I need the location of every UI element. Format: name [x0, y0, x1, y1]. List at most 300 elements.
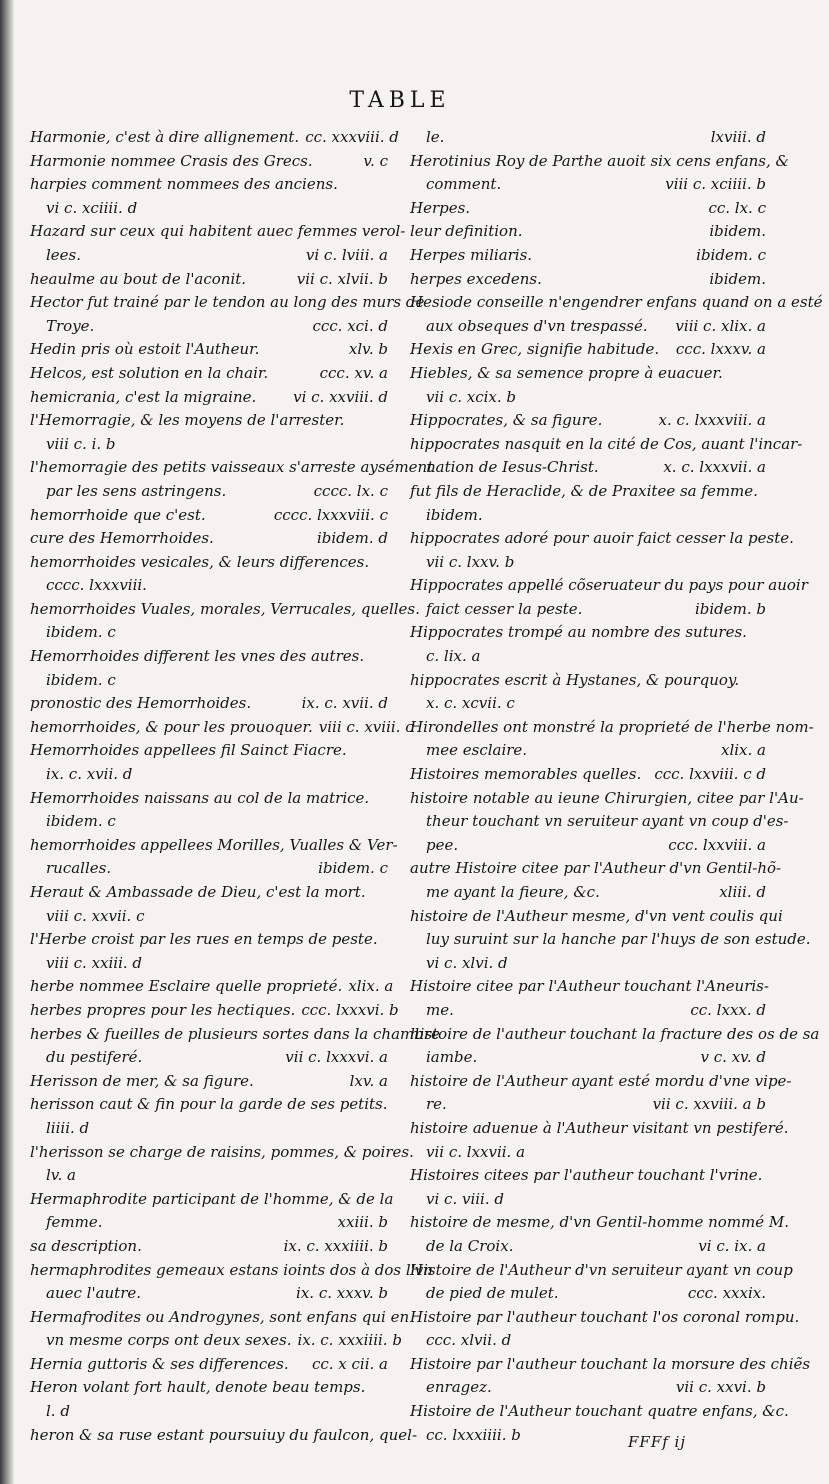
entry-text: Helcos, est solution en la chair. — [30, 363, 269, 382]
entry-text: de pied de mulet. — [426, 1284, 559, 1303]
index-entry-line — [30, 150, 388, 174]
entry-text: ix. c. xvii. d — [46, 765, 133, 784]
entry-reference: vii c. lxxxvi. a — [285, 1048, 388, 1067]
entry-reference: xlix. a — [348, 977, 394, 996]
entry-reference: ibidem. b — [694, 599, 766, 618]
entry-text: Hiebles, & sa semence propre à euacuer. — [410, 363, 723, 382]
entry-text: Hippocrates appellé cõseruateur du pays pour auoir — [410, 576, 808, 595]
entry-reference: cc. x cii. a — [311, 1354, 388, 1373]
index-entry-line — [30, 881, 388, 905]
entry-reference — [760, 952, 766, 976]
entry-text: hemorrhoides appellees Morilles, Vualles & Ver- — [30, 835, 398, 854]
entry-text: femme. — [46, 1213, 103, 1232]
index-entry-line — [410, 905, 783, 929]
entry-text: Histoire de l'Autheur touchant quatre enfans, &c. — [410, 1402, 789, 1421]
entry-text: ccc. xlvii. d — [426, 1331, 512, 1350]
entry-reference — [382, 1400, 388, 1424]
index-entry-line — [30, 810, 388, 834]
entry-reference — [783, 905, 789, 929]
index-entry-line — [410, 551, 766, 575]
entry-reference — [789, 810, 795, 834]
entry-text: de la Croix. — [426, 1236, 514, 1255]
index-entry-line — [30, 1376, 388, 1400]
index-entry-line — [30, 1329, 402, 1353]
index-entry-line — [410, 574, 808, 598]
index-entry-line — [30, 315, 388, 339]
entry-text: harpies comment nommees des anciens. — [30, 175, 338, 194]
entry-reference: x. c. lxxxvii. a — [663, 458, 766, 477]
index-entry-line — [30, 197, 388, 221]
index-entry-line — [30, 480, 388, 504]
index-entry-line — [410, 1329, 766, 1353]
index-entry-line — [410, 716, 814, 740]
entry-text: hemorrhoides Vuales, morales, Verrucales, quelles. — [30, 599, 420, 618]
entry-text: par les sens astringens. — [46, 481, 227, 500]
entry-reference — [382, 952, 388, 976]
index-entry-line — [30, 1259, 433, 1283]
entry-text: hippocrates escrit à Hystanes, & pourquoy. — [410, 670, 740, 689]
entry-reference: vii c. xxvi. b — [675, 1378, 766, 1397]
entry-text: hemicrania, c'est la migraine. — [30, 387, 257, 406]
entry-text: Herpes miliaris. — [410, 245, 533, 264]
entry-text: hemorrhoides, & pour les prouoquer. — [30, 717, 313, 736]
index-entry-line — [30, 456, 434, 480]
entry-text: hippocrates adoré pour auoir faict cesser la peste. — [410, 529, 794, 548]
index-entry-line — [410, 1164, 766, 1188]
index-entry-line — [30, 669, 388, 693]
index-entry-line — [30, 504, 388, 528]
index-entry-line — [30, 857, 388, 881]
entry-text: histoire de l'autheur touchant la fracture des os de sa — [410, 1024, 820, 1043]
entry-text: ibidem. — [426, 505, 483, 524]
entry-reference — [760, 1424, 766, 1448]
entry-text: Hector fut trainé par le tendon au long des murs de — [30, 293, 425, 312]
entry-text: Histoire de l'Autheur d'vn seruiteur ayant vn coup — [410, 1260, 793, 1279]
entry-text: rucalles. — [46, 859, 112, 878]
entry-reference: ibidem. c — [696, 245, 766, 264]
index-entry-line — [410, 126, 766, 150]
entry-text: sa description. — [30, 1236, 142, 1255]
entry-reference: ibidem. c — [318, 859, 388, 878]
index-entry-line — [30, 999, 399, 1023]
entry-reference: viii c. xlix. a — [675, 316, 766, 335]
entry-text: comment. — [426, 175, 502, 194]
entry-reference — [802, 433, 808, 457]
entry-reference — [760, 669, 766, 693]
entry-text: Hazard sur ceux qui habitent auec femmes verol- — [30, 222, 406, 241]
index-entry-line — [410, 480, 766, 504]
index-entry-line — [410, 315, 766, 339]
entry-text: ibidem. c — [46, 670, 116, 689]
index-entry-line — [30, 598, 420, 622]
entry-text: l'herisson se charge de raisins, pommes, & poires. — [30, 1142, 414, 1161]
entry-reference: xlix. a — [721, 741, 766, 760]
entry-reference: ccc. xci. d — [312, 316, 388, 335]
entry-text: Hernia guttoris & ses differences. — [30, 1354, 289, 1373]
index-entry-line — [30, 527, 388, 551]
entry-reference — [393, 1188, 399, 1212]
index-entry-line — [30, 433, 388, 457]
entry-text: Histoire par l'autheur touchant la morsure des chiẽs — [410, 1354, 811, 1373]
index-entry-line — [410, 220, 766, 244]
index-entry-line — [410, 1141, 766, 1165]
index-column-left — [30, 126, 440, 1447]
entry-reference — [823, 291, 829, 315]
index-entry-line — [30, 1046, 388, 1070]
entry-text: l'hemorragie des petits vaisseaux s'arreste aysément — [30, 458, 434, 477]
entry-reference — [382, 197, 388, 221]
index-entry-line — [410, 338, 766, 362]
page-binding-edge — [0, 0, 14, 1484]
entry-text: Herpes. — [410, 198, 471, 217]
index-entry-line — [30, 716, 414, 740]
index-entry-line — [410, 1376, 766, 1400]
index-entry-line — [410, 1046, 766, 1070]
entry-reference: ccc. xv. a — [319, 363, 388, 382]
entry-text: pronostic des Hemorrhoides. — [30, 694, 252, 713]
index-entry-line — [30, 1400, 388, 1424]
entry-text: Hemorrhoides different les vnes des autres. — [30, 647, 365, 666]
entry-text: du pestiferé. — [46, 1048, 143, 1067]
index-entry-line — [410, 881, 766, 905]
signature-mark: FFFf ij — [628, 1433, 686, 1451]
index-entry-line — [30, 362, 388, 386]
entry-text: Histoires memorables quelles. — [410, 765, 642, 784]
index-entry-line — [30, 338, 388, 362]
entry-reference: xlv. b — [348, 340, 388, 359]
entry-reference: cc. lxxx. d — [690, 1000, 766, 1019]
entry-text: re. — [426, 1095, 447, 1114]
index-entry-line — [30, 928, 388, 952]
entry-reference — [789, 1400, 795, 1424]
entry-text: le. — [426, 128, 445, 146]
index-entry-line — [410, 362, 766, 386]
entry-text: faict cesser la peste. — [426, 599, 583, 618]
entry-reference: ix. c. xxxv. b — [296, 1284, 388, 1303]
entry-reference — [781, 857, 787, 881]
entry-reference — [760, 386, 766, 410]
page-title: TABLE — [349, 88, 451, 113]
entry-reference — [760, 1329, 766, 1353]
index-entry-line — [30, 409, 388, 433]
entry-reference — [382, 739, 388, 763]
index-entry-line — [410, 504, 766, 528]
entry-reference — [382, 1376, 388, 1400]
index-entry-line — [30, 1070, 388, 1094]
index-entry-line — [30, 551, 388, 575]
index-entry-line — [30, 1211, 388, 1235]
entry-reference — [382, 905, 388, 929]
index-entry-line — [30, 834, 398, 858]
entry-reference — [382, 409, 388, 433]
entry-text: ibidem. c — [46, 812, 116, 831]
entry-text: autre Histoire citee par l'Autheur d'vn Gentil-hõ- — [410, 859, 782, 878]
entry-reference — [382, 787, 388, 811]
entry-reference: ix. c. xxxiiii. b — [297, 1331, 402, 1350]
entry-text: iambe. — [426, 1048, 478, 1067]
index-entry-line — [410, 244, 766, 268]
index-entry-line — [30, 291, 425, 315]
index-entry-line — [30, 1141, 414, 1165]
entry-text: herpes excedens. — [410, 269, 542, 288]
entry-reference — [799, 1306, 805, 1330]
index-entry-line — [410, 150, 789, 174]
entry-reference: cccc. lx. c — [313, 481, 388, 500]
entry-reference — [382, 669, 388, 693]
entry-text: Harmonie nommee Crasis des Grecs. — [30, 151, 313, 170]
index-entry-line — [410, 433, 803, 457]
index-entry-line — [30, 1424, 418, 1448]
entry-reference — [382, 621, 388, 645]
entry-text: nation de Iesus-Christ. — [426, 458, 599, 477]
entry-text: heron & sa ruse estant poursuiuy du faulcon, quel- — [30, 1425, 418, 1444]
index-entry-line — [30, 1164, 388, 1188]
entry-text: herisson caut & fin pour la garde de ses petits. — [30, 1095, 388, 1114]
index-entry-line — [410, 1306, 800, 1330]
entry-text: Hedin pris où estoit l'Autheur. — [30, 340, 260, 359]
entry-reference: cc. xxxviii. d — [305, 128, 399, 146]
index-entry-line — [410, 1282, 766, 1306]
entry-text: liiii. d — [46, 1118, 90, 1137]
entry-text: Hippocrates trompé au nombre des sutures. — [410, 623, 747, 642]
entry-reference: ccc. lxxviii. c d — [654, 765, 766, 784]
index-entry-line — [30, 621, 388, 645]
index-entry-line — [410, 1211, 790, 1235]
entry-text: herbes & fueilles de plusieurs sortes dans la chambre — [30, 1024, 440, 1043]
index-entry-line — [410, 1400, 789, 1424]
entry-text: Harmonie, c'est à dire allignement. — [30, 128, 300, 146]
entry-text: viii c. i. b — [46, 434, 116, 453]
entry-reference: ccc. lxxxv. a — [675, 340, 766, 359]
entry-reference — [382, 433, 388, 457]
index-entry-line — [410, 739, 766, 763]
entry-text: l'Hemorragie, & les moyens de l'arrester. — [30, 411, 345, 430]
index-entry-line — [30, 268, 388, 292]
index-column-right — [410, 126, 823, 1447]
index-entry-line — [30, 1282, 388, 1306]
index-entry-line — [410, 669, 766, 693]
entry-reference — [789, 150, 795, 174]
entry-text: cccc. lxxxviii. — [46, 576, 147, 595]
index-entry-line — [410, 1424, 766, 1448]
index-entry-line — [410, 1235, 766, 1259]
entry-reference: x. c. lxxxviii. a — [658, 411, 766, 430]
index-entry-line — [410, 763, 766, 787]
entry-text: Histoires citees par l'autheur touchant l'vrine. — [410, 1166, 763, 1185]
index-entry-line — [410, 1117, 789, 1141]
entry-text: vi c. xciiii. d — [46, 198, 138, 217]
entry-text: leur definition. — [410, 222, 523, 241]
entry-text: lees. — [46, 245, 82, 264]
entry-text: Histoire par l'autheur touchant l'os coronal rompu. — [410, 1307, 800, 1326]
entry-text: vi c. viii. d — [426, 1189, 504, 1208]
entry-reference: ccc. lxxxvi. b — [301, 1000, 399, 1019]
entry-reference: vi c. xxviii. d — [293, 387, 388, 406]
index-entry-line — [410, 621, 766, 645]
entry-reference — [819, 1023, 825, 1047]
entry-reference — [760, 645, 766, 669]
index-entry-line — [30, 645, 388, 669]
index-entry-line — [410, 1259, 793, 1283]
entry-reference — [792, 1070, 798, 1094]
index-entry-line — [30, 1353, 388, 1377]
entry-reference — [760, 362, 766, 386]
index-entry-line — [30, 1235, 388, 1259]
index-entry-line — [30, 386, 388, 410]
entry-text: Hirondelles ont monstré la proprieté de l'herbe nom- — [410, 717, 814, 736]
entry-text: Hesiode conseille n'engendrer enfans quand on a esté — [410, 293, 823, 312]
entry-text: vn mesme corps ont deux sexes. — [46, 1331, 292, 1350]
entry-text: Herotinius Roy de Parthe auoit six cens enfans, & — [410, 151, 789, 170]
entry-reference: vii c. xlvii. b — [296, 269, 388, 288]
index-entry-line — [410, 834, 766, 858]
index-entry-line — [30, 126, 399, 150]
entry-text: Hippocrates, & sa figure. — [410, 411, 603, 430]
index-entry-line — [30, 244, 388, 268]
index-entry-line — [30, 220, 406, 244]
entry-reference — [794, 527, 800, 551]
index-entry-line — [410, 456, 766, 480]
entry-reference: ibidem. — [709, 222, 766, 241]
entry-reference: vi c. lviii. a — [305, 245, 388, 264]
entry-reference: lxv. a — [349, 1071, 388, 1090]
entry-reference — [762, 1164, 768, 1188]
entry-reference: cccc. lxxxviii. c — [273, 505, 388, 524]
entry-reference — [760, 1188, 766, 1212]
entry-text: Herisson de mer, & sa figure. — [30, 1071, 254, 1090]
index-entry-line — [30, 1117, 388, 1141]
entry-reference: cc. lx. c — [708, 198, 766, 217]
entry-text: cure des Hemorrhoides. — [30, 529, 214, 548]
index-entry-line — [30, 692, 388, 716]
entry-reference — [811, 928, 817, 952]
entry-reference: ibidem. — [709, 269, 766, 288]
index-entry-line — [410, 598, 766, 622]
index-entry-line — [30, 1306, 410, 1330]
entry-text: me. — [426, 1000, 454, 1019]
entry-reference — [804, 787, 810, 811]
entry-text: enragez. — [426, 1378, 492, 1397]
entry-reference: ix. c. xxxiiii. b — [283, 1236, 388, 1255]
index-entry-line — [30, 574, 388, 598]
entry-reference — [382, 645, 388, 669]
entry-reference: ibidem. d — [316, 529, 388, 548]
entry-reference — [808, 574, 814, 598]
entry-reference — [388, 1093, 394, 1117]
index-entry-line — [410, 409, 766, 433]
index-entry-line — [410, 173, 766, 197]
entry-text: luy suruint sur la hanche par l'huys de son estude. — [426, 930, 811, 949]
entry-text: vii c. xcix. b — [426, 387, 517, 406]
entry-reference: vi c. ix. a — [698, 1236, 766, 1255]
entry-reference — [760, 504, 766, 528]
index-entry-line — [410, 268, 766, 292]
entry-reference — [789, 1211, 795, 1235]
entry-text: lv. a — [46, 1166, 76, 1185]
index-entry-line — [410, 952, 766, 976]
entry-reference: xxiii. b — [337, 1213, 388, 1232]
entry-reference — [382, 173, 388, 197]
entry-text: hemorrhoide que c'est. — [30, 505, 206, 524]
entry-reference — [382, 1117, 388, 1141]
entry-text: l. d — [46, 1402, 70, 1421]
entry-reference: xliii. d — [719, 883, 766, 901]
index-entry-line — [30, 173, 388, 197]
entry-reference — [382, 881, 388, 905]
index-entry-line — [30, 739, 388, 763]
entry-text: histoire notable au ieune Chirurgien, citee par l'Au- — [410, 788, 804, 807]
index-entry-line — [410, 857, 782, 881]
entry-reference — [382, 1164, 388, 1188]
index-entry-line — [410, 1070, 792, 1094]
entry-reference: ccc. lxxviii. a — [668, 835, 766, 854]
entry-text: histoire de mesme, d'vn Gentil-homme nommé M. — [410, 1213, 790, 1232]
entry-reference — [382, 763, 388, 787]
entry-text: vii c. lxxv. b — [426, 552, 515, 571]
index-entry-line — [30, 1188, 394, 1212]
entry-reference — [760, 480, 766, 504]
index-entry-line — [410, 645, 766, 669]
entry-text: mee esclaire. — [426, 741, 528, 760]
entry-reference — [760, 692, 766, 716]
index-entry-line — [410, 1093, 766, 1117]
entry-reference — [382, 574, 388, 598]
index-entry-line — [410, 1023, 820, 1047]
entry-text: Hemorrhoides appellees fil Sainct Fiacre. — [30, 741, 347, 760]
entry-text: Troye. — [46, 316, 95, 335]
entry-reference — [810, 1353, 816, 1377]
entry-reference: ix. c. xvii. d — [301, 694, 388, 713]
entry-reference: viii c. xviii. c — [318, 717, 414, 736]
index-entry-line — [30, 787, 388, 811]
entry-reference — [814, 716, 820, 740]
entry-reference — [382, 928, 388, 952]
entry-reference — [760, 1141, 766, 1165]
entry-text: Hemorrhoides naissans au col de la matrice. — [30, 788, 370, 807]
entry-text: vii c. lxxvii. a — [426, 1142, 526, 1161]
entry-text: cc. lxxxiiii. b — [426, 1425, 521, 1444]
entry-text: histoire de l'Autheur mesme, d'vn vent coulis qui — [410, 906, 783, 925]
index-entry-line — [410, 527, 794, 551]
entry-text: aux obseques d'vn trespassé. — [426, 316, 648, 335]
index-entry-line — [30, 905, 388, 929]
entry-text: Heron volant fort hault, denote beau temps. — [30, 1378, 366, 1397]
index-entry-line — [410, 999, 766, 1023]
entry-reference — [760, 621, 766, 645]
entry-text: auec l'autre. — [46, 1284, 142, 1303]
entry-text: x. c. xcvii. c — [426, 694, 515, 713]
entry-reference — [398, 834, 404, 858]
index-entry-line — [30, 975, 394, 999]
index-entry-line — [410, 928, 811, 952]
entry-text: ibidem. c — [46, 623, 116, 642]
entry-text: herbes propres pour les hectiques. — [30, 1000, 296, 1019]
index-entry-line — [410, 291, 823, 315]
entry-reference: viii c. xciiii. b — [665, 175, 766, 194]
entry-text: pee. — [426, 835, 459, 854]
entry-text: Hexis en Grec, signifie habitude. — [410, 340, 660, 359]
index-entry-line — [410, 975, 769, 999]
entry-text: hermaphrodites gemeaux estans ioints dos à dos l'vn — [30, 1260, 433, 1279]
index-entry-line — [410, 386, 766, 410]
entry-reference — [382, 810, 388, 834]
entry-text: viii c. xxiii. d — [46, 953, 143, 972]
entry-reference — [793, 1259, 799, 1283]
entry-text: Heraut & Ambassade de Dieu, c'est la mort. — [30, 883, 366, 901]
entry-text: viii c. xxvii. c — [46, 906, 145, 925]
entry-text: vi c. xlvi. d — [426, 953, 508, 972]
index-entry-line — [410, 692, 766, 716]
